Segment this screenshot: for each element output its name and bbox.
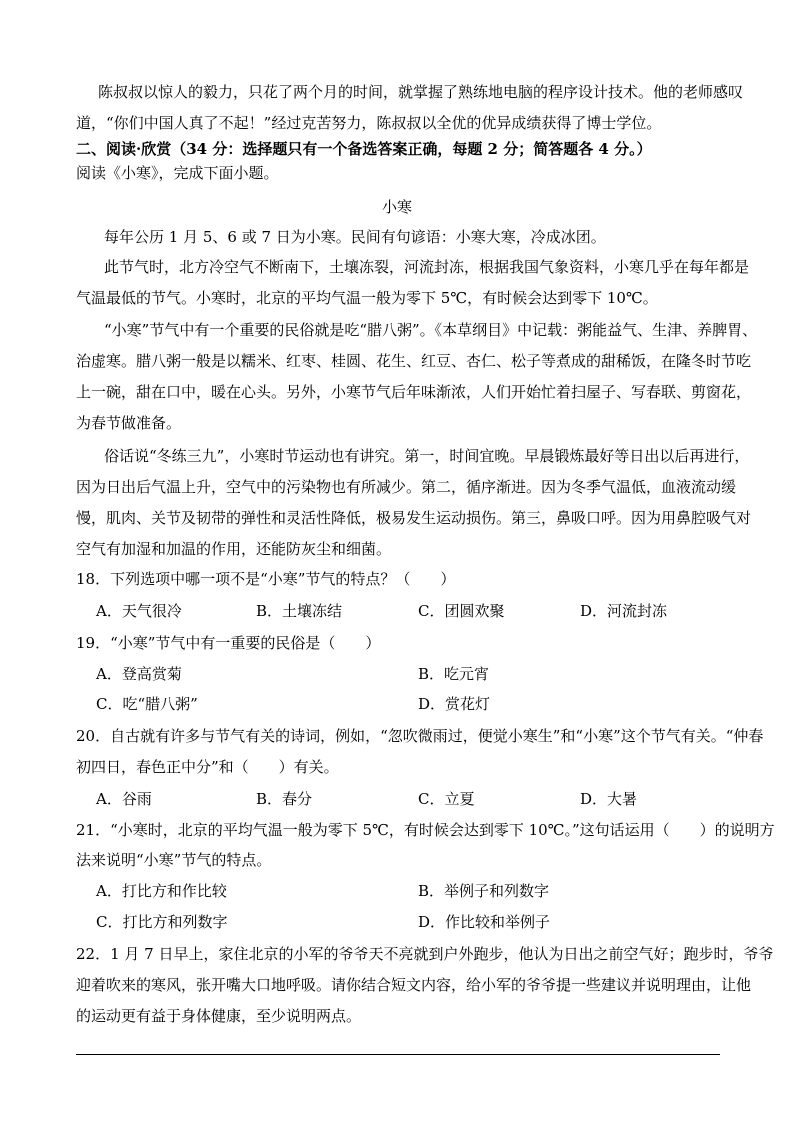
passage-line: 每年公历 1 月 5、6 或 7 日为小寒。民间有句谚语：小寒大寒，冷成冰团。 bbox=[104, 228, 606, 246]
option-d[interactable]: D．河流封冻 bbox=[580, 602, 668, 620]
option-a[interactable]: A．登高赏菊 bbox=[96, 665, 182, 683]
option-c[interactable]: C．立夏 bbox=[418, 790, 475, 808]
answer-line[interactable] bbox=[76, 1054, 720, 1055]
option-b[interactable]: B．春分 bbox=[256, 790, 313, 808]
passage-line: 气温最低的节气。小寒时，北京的平均气温一般为零下 5℃，有时候会达到零下 10℃。 bbox=[76, 289, 658, 307]
passage-line: “小寒”节气中有一个重要的民俗就是吃“腊八粥”。《本草纲目》中记载：粥能益气、生津、养脾胃、 bbox=[104, 321, 758, 339]
option-b[interactable]: B．土壤冻结 bbox=[256, 602, 343, 620]
option-a[interactable]: A．天气很冷 bbox=[96, 602, 182, 620]
passage-line: 此节气时，北方冷空气不断南下，土壤冻裂，河流封冻，根据我国气象资料，小寒几乎在每年都是 bbox=[104, 258, 750, 276]
option-b[interactable]: B．举例子和列数字 bbox=[418, 882, 550, 900]
question-22-cont: 迎着吹来的寒风，张开嘴大口地呼吸。请你结合短文内容，给小军的爷爷提一些建议并说明理由，让他 bbox=[76, 976, 752, 994]
passage-line: 慢，肌肉、关节及韧带的弹性和灵活性降低，极易发生运动损伤。第三，鼻吸口呼。因为用鼻腔吸气对 bbox=[76, 509, 752, 527]
option-d[interactable]: D．大暑 bbox=[580, 790, 638, 808]
paragraph-line: 陈叔叔以惊人的毅力，只花了两个月的时间，就掌握了熟练地电脑的程序设计技术。他的老师感叹 bbox=[98, 83, 744, 101]
question-19: 19．“小寒”节气中有一重要的民俗是（ ） bbox=[76, 634, 381, 652]
option-c[interactable]: C．吃“腊八粥” bbox=[96, 695, 198, 713]
option-c[interactable]: C．团圆欢聚 bbox=[418, 602, 505, 620]
section-heading: 二、阅读·欣赏（34 分：选择题只有一个备选答案正确，每题 2 分；简答题各 4 分。） bbox=[76, 140, 652, 158]
question-22: 22．1 月 7 日早上，家住北京的小军的爷爷天不亮就到户外跑步，他认为日出之前空气好；跑步时，爷爷 bbox=[76, 945, 774, 963]
passage-line: 俗话说“冬练三九”，小寒时节运动也有讲究。第一，时间宜晚。早晨锻炼最好等日出以后再进行， bbox=[104, 447, 750, 465]
question-20-cont: 初四日，春色正中分”和（ ）有关。 bbox=[76, 758, 339, 776]
question-18: 18．下列选项中哪一项不是“小寒”节气的特点？（ ） bbox=[76, 570, 456, 588]
option-a[interactable]: A．打比方和作比较 bbox=[96, 882, 227, 900]
passage-line: 因为日出后气温上升，空气中的污染物也有所减少。第二，循序渐进。因为冬季气温低，血液流动缓 bbox=[76, 478, 737, 496]
option-d[interactable]: D．作比较和举例子 bbox=[418, 913, 551, 931]
question-21-cont: 法来说明“小寒”节气的特点。 bbox=[76, 851, 272, 869]
question-21: 21．“小寒时，北京的平均气温一般为零下 5℃，有时候会达到零下 10℃。”这句话运用（ ）的说明方 bbox=[76, 821, 775, 839]
question-22-cont: 的运动更有益于身体健康，至少说明两点。 bbox=[76, 1007, 362, 1025]
passage-line: 上一碗，甜在口中，暖在心头。另外，小寒节气后年味渐浓，人们开始忙着扫屋子、写春联、剪窗花， bbox=[76, 383, 752, 401]
passage-line: 为春节做准备。 bbox=[76, 414, 182, 432]
passage-line: 空气有加湿和加温的作用，还能防灰尘和细菌。 bbox=[76, 540, 392, 558]
option-a[interactable]: A．谷雨 bbox=[96, 790, 152, 808]
passage-title: 小寒 bbox=[381, 198, 412, 216]
reading-instruction: 阅读《小寒》，完成下面小题。 bbox=[76, 164, 279, 182]
passage-line: 治虚寒。腊八粥一般是以糯米、红枣、桂圆、花生、红豆、杏仁、松子等煮成的甜稀饭，在隆冬时节吃 bbox=[76, 352, 752, 370]
paragraph-line: 道，“你们中国人真了不起！”经过克苦努力，陈叔叔以全优的优异成绩获得了博士学位。 bbox=[76, 114, 662, 132]
option-c[interactable]: C．打比方和列数字 bbox=[96, 913, 228, 931]
question-20: 20．自古就有许多与节气有关的诗词，例如，“忽吹微雨过，便觉小寒生”和“小寒”这个节气有关。“仲春 bbox=[76, 727, 764, 745]
option-b[interactable]: B．吃元宵 bbox=[418, 665, 490, 683]
option-d[interactable]: D．赏花灯 bbox=[418, 695, 491, 713]
